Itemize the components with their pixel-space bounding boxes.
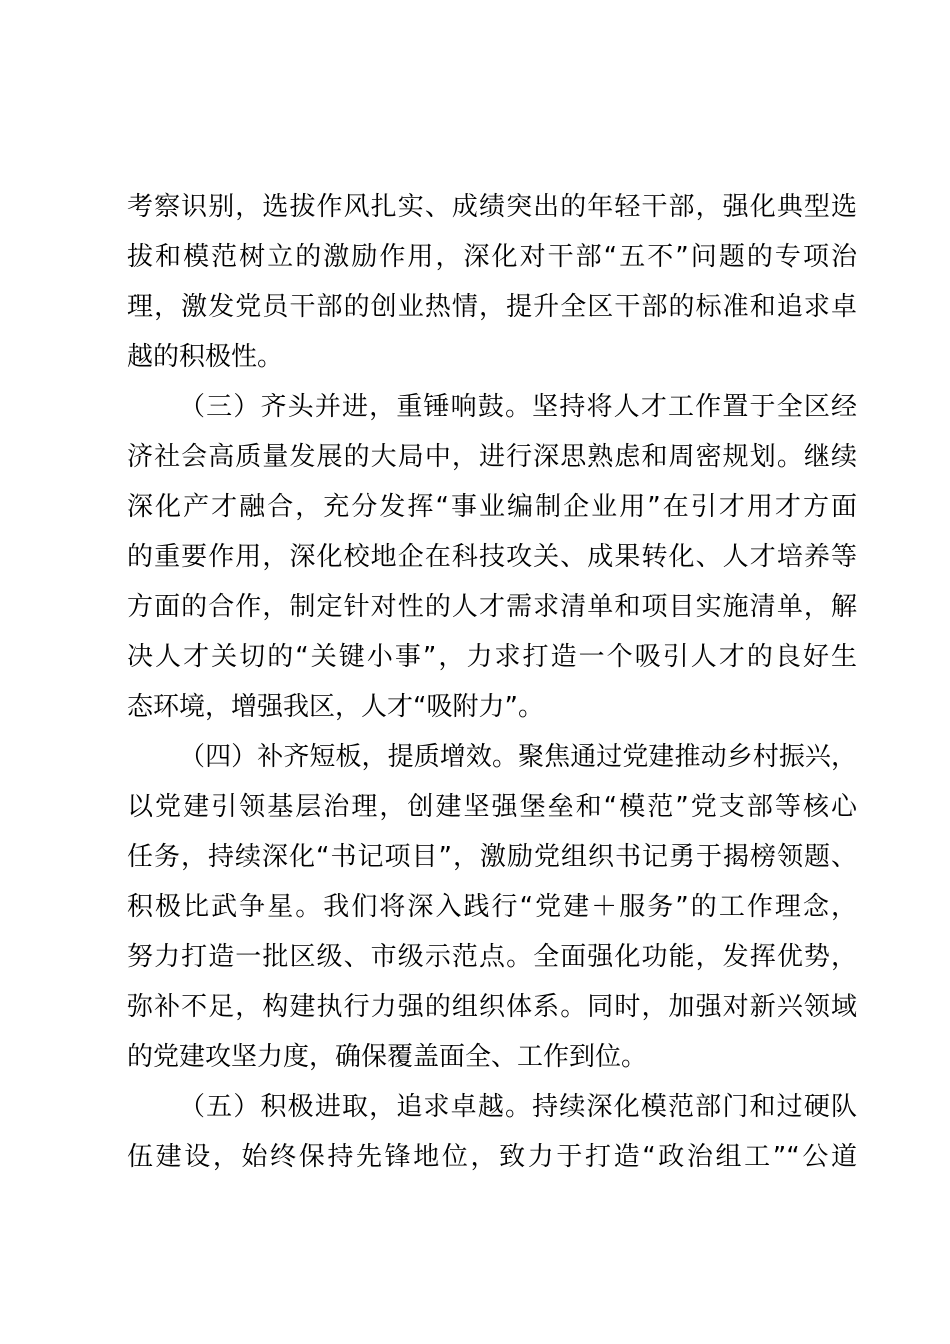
text-line: 的党建攻坚力度，确保覆盖面全、工作到位。: [127, 1042, 648, 1072]
section-heading-line: （五）积极进取，追求卓越。持续深化模范部门和过硬队: [179, 1092, 857, 1122]
text-line: 弥补不足，构建执行力强的组织体系。同时，加强对新兴领域: [127, 992, 857, 1022]
section-heading-line: （三）齐头并进，重锤响鼓。坚持将人才工作置于全区经: [179, 392, 857, 422]
text-line: 态环境，增强我区，人才“吸附力”。: [127, 692, 544, 722]
document-body: [127, 182, 857, 1182]
text-line: 任务，持续深化“书记项目”，激励党组织书记勇于揭榜领题、: [127, 842, 857, 872]
text-line: 考察识别，选拔作风扎实、成绩突出的年轻干部，强化典型选: [127, 192, 857, 222]
text-line: 以党建引领基层治理，创建坚强堡垒和“模范”党支部等核心: [127, 792, 857, 822]
text-line: 拔和模范树立的激励作用，深化对干部“五不”问题的专项治: [127, 242, 857, 272]
text-line: 伍建设，始终保持先锋地位，致力于打造“政治组工”“公道: [127, 1142, 857, 1172]
text-line: 深化产才融合，充分发挥“事业编制企业用”在引才用才方面: [127, 492, 857, 522]
text-line: 努力打造一批区级、市级示范点。全面强化功能，发挥优势，: [127, 942, 857, 972]
text-line: 济社会高质量发展的大局中，进行深思熟虑和周密规划。继续: [127, 442, 857, 472]
text-line: 积极比武争星。我们将深入践行“党建＋服务”的工作理念，: [127, 892, 857, 922]
text-line: 理，激发党员干部的创业热情，提升全区干部的标准和追求卓: [127, 292, 857, 322]
text-line: 的重要作用，深化校地企在科技攻关、成果转化、人才培养等: [127, 542, 857, 572]
section-heading-line: （四）补齐短板，提质增效。聚焦通过党建推动乡村振兴，: [179, 742, 857, 772]
text-line: 决人才关切的“关键小事”，力求打造一个吸引人才的良好生: [127, 642, 857, 672]
text-line: 方面的合作，制定针对性的人才需求清单和项目实施清单，解: [127, 592, 857, 622]
text-line: 越的积极性。: [127, 342, 284, 372]
